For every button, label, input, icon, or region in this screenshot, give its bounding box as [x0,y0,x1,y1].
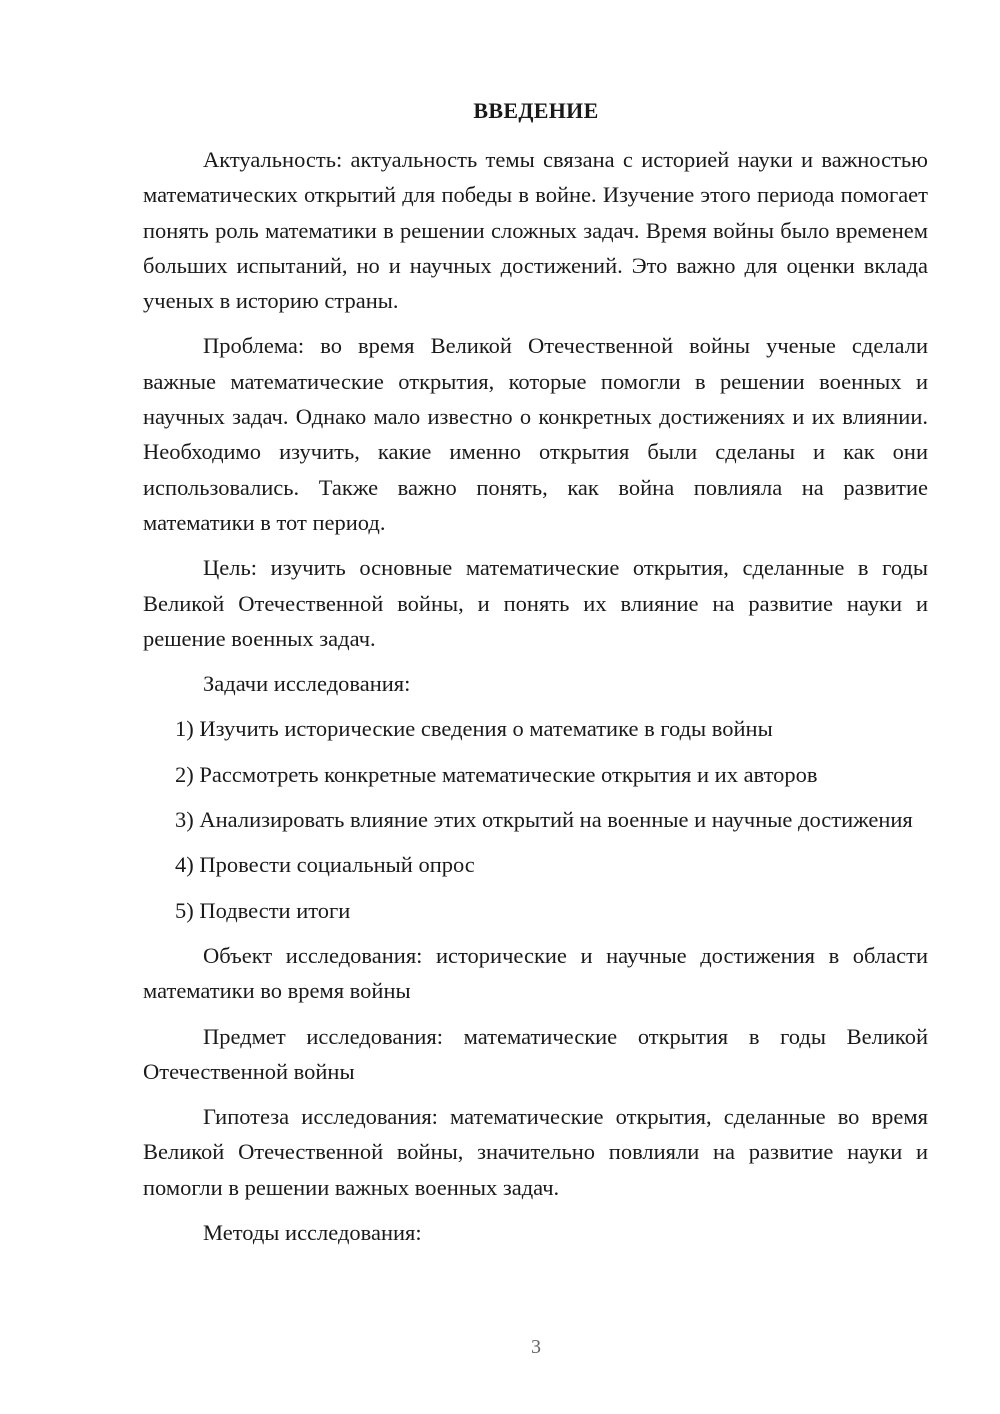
task-item-2: 2) Рассмотреть конкретные математические открытия и их авторов [175,761,818,787]
tasks-heading: Задачи исследования: [203,671,411,697]
task-item-3: 3) Анализировать влияние этих открытий на военные и научные достижения [175,807,913,833]
problem-paragraph: Проблема: во время Великой Отечественной войны ученые сделали важные математические открытия, которые помогли в решении военных и научных задач. Однако мало известно о конкретных достижениях и их влиянии. Необходимо изучить, какие именно открытия были сделаны и как они использовались. Также важно понять, как война повлияла на развитие математики в тот период. [143,333,928,535]
body-text [143,142,928,1260]
hypothesis-paragraph: Гипотеза исследования: математические открытия, сделанные во время Великой Отечественной войны, значительно повлияли на развитие науки и помогли в решении важных военных задач. [143,1104,928,1200]
task-item-5: 5) Подвести итоги [175,897,351,923]
section-title: ВВЕДЕНИЕ [473,98,599,123]
page-number: 3 [531,1336,541,1358]
relevance-paragraph: Актуальность: актуальность темы связана с историей науки и важностью математических открытий для победы в войне. Изучение этого периода помогает понять роль математики в решении сложных задач. Время войны было временем больших испытаний, но и научных достижений. Это важно для оценки вклада ученых в историю страны. [143,147,928,314]
research-object-paragraph: Объект исследования: исторические и научные достижения в области математики во время войны [143,942,928,1004]
goal-paragraph: Цель: изучить основные математические открытия, сделанные в годы Великой Отечественной войны, и понять их влияние на развитие науки и решение военных задач. [143,555,928,651]
research-subject-paragraph: Предмет исследования: математические открытия в годы Великой Отечественной войны [143,1023,928,1084]
methods-heading: Методы исследования: [203,1220,422,1246]
task-item-1: 1) Изучить исторические сведения о математике в годы войны [175,716,773,742]
task-item-4: 4) Провести социальный опрос [175,852,475,878]
